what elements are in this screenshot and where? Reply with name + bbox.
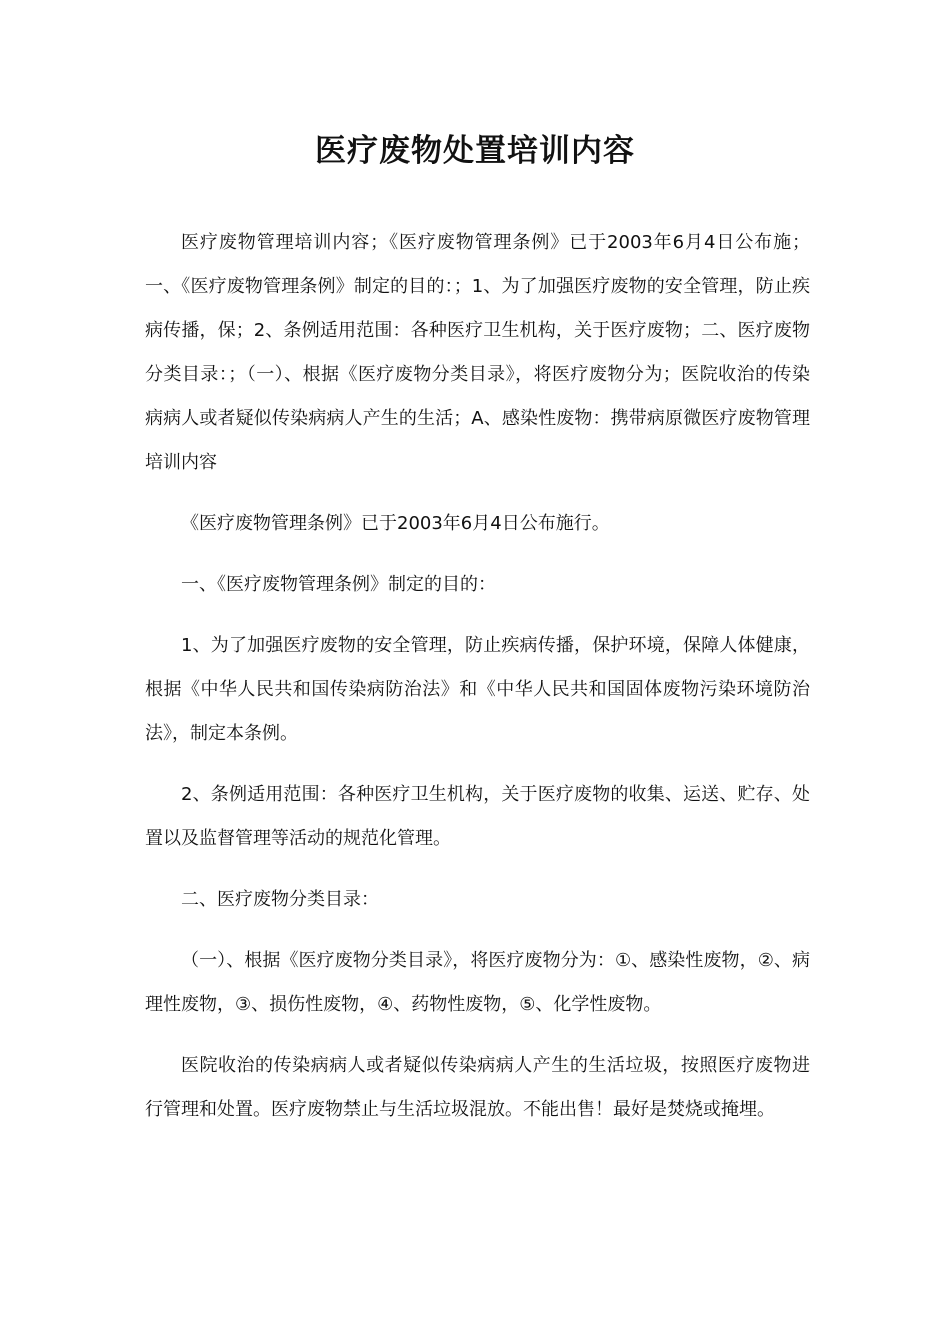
document-title: 医疗废物处置培训内容 (315, 133, 635, 169)
paragraph-publish-date: 《医疗废物管理条例》已于2003年6月4日公布施行。 (181, 513, 610, 534)
paragraph-purpose: 1、为了加强医疗废物的安全管理，防止疾病传播，保护环境，保障人体健康，根据《中华人民共和国传染病防治法》和《中华人民共和国固体废物污染环境防治法》，制定本条例。 (145, 635, 810, 744)
paragraph-infectious-garbage: 医院收治的传染病病人或者疑似传染病病人产生的生活垃圾，按照医疗废物进行管理和处置。医疗废物禁止与生活垃圾混放。不能出售！最好是焚烧或掩埋。 (145, 1055, 810, 1120)
section-heading-classification: 二、医疗废物分类目录： (181, 889, 379, 910)
paragraph-scope: 2、条例适用范围：各种医疗卫生机构，关于医疗废物的收集、运送、贮存、处置以及监督管理等活动的规范化管理。 (145, 784, 810, 849)
document-body (145, 221, 810, 1132)
paragraph-classification: （一）、根据《医疗废物分类目录》，将医疗废物分为：①、感染性废物，②、病理性废物，③、损伤性废物，④、药物性废物，⑤、化学性废物。 (145, 950, 810, 1015)
paragraph-summary: 医疗废物管理培训内容；《医疗废物管理条例》已于2003年6月4日公布施；一、《医疗废物管理条例》制定的目的：；1、为了加强医疗废物的安全管理，防止疾病传播，保；2、条例适用范围：各种医疗卫生机构，关于医疗废物；二、医疗废物分类目录：；（一）、根据《医疗废物分类目录》，将医疗废物分为；医院收治的传染病病人或者疑似传染病病人产生的生活；A、感染性废物：携带病原微医疗废物管理培训内容 (145, 232, 810, 473)
section-heading-purpose: 一、《医疗废物管理条例》制定的目的： (181, 574, 496, 595)
